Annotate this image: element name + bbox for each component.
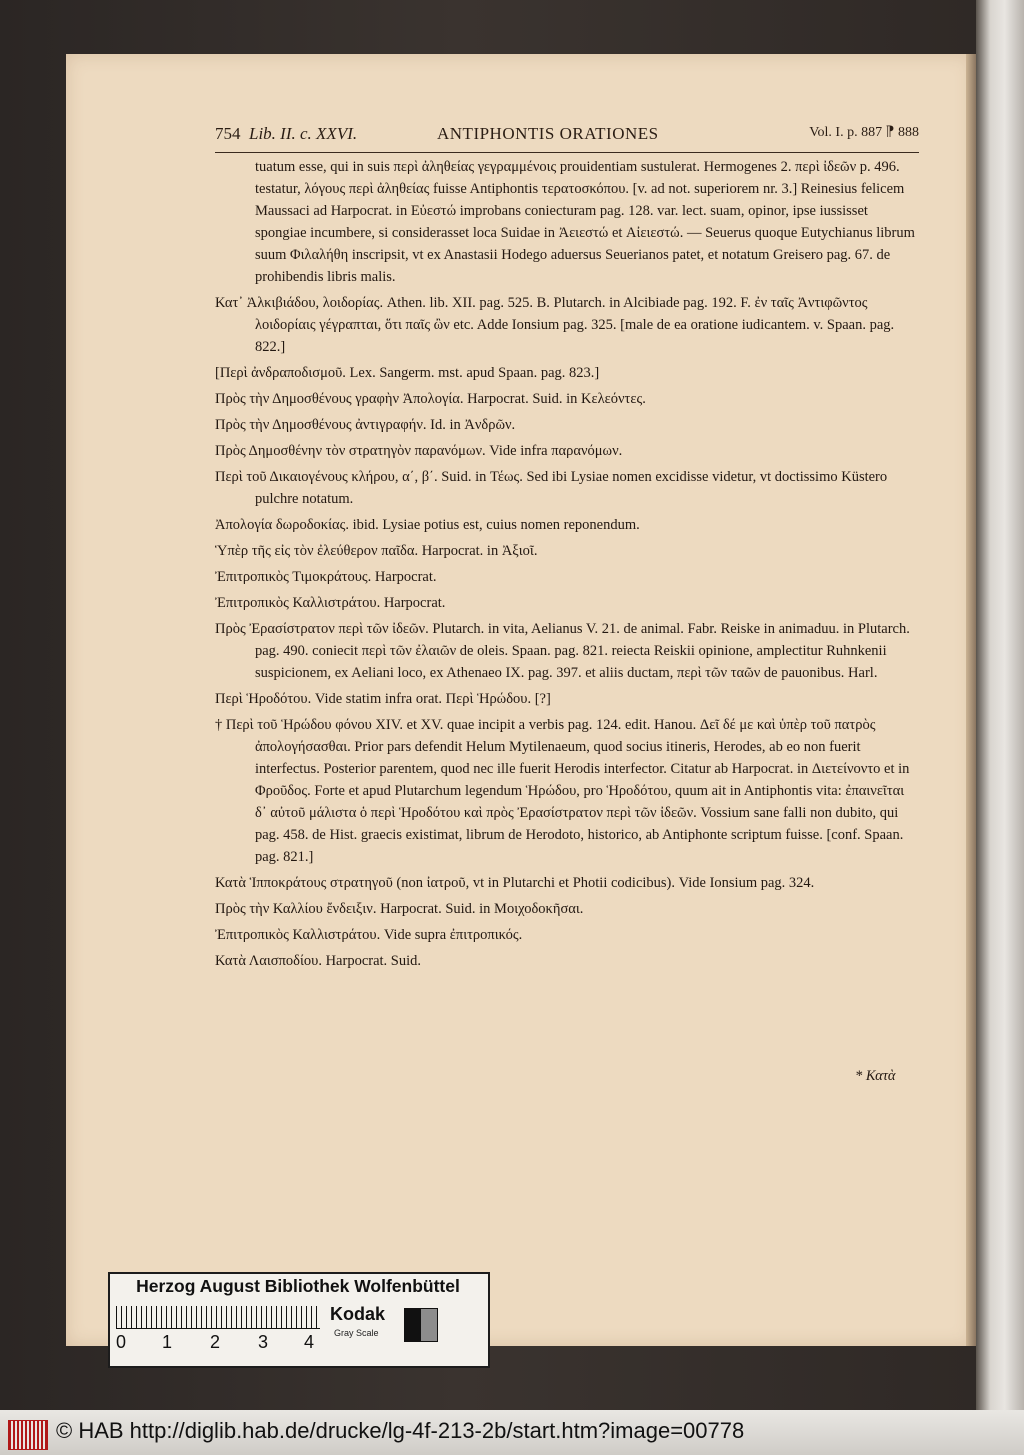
oration-entry: Ἐπιτροπικὸς Καλλιστράτου. Harpocrat. xyxy=(215,595,446,611)
oration-entry: Περὶ Ἡροδότου. Vide statim infra orat. Περὶ Ἡρώδου. [?] xyxy=(215,691,551,707)
kodak-logo: Kodak xyxy=(330,1304,386,1324)
library-name: Herzog August Bibliothek Wolfenbüttel xyxy=(136,1276,460,1296)
oration-entry: Κατὰ Ἱπποκράτους στρατηγοῦ (non ἰατροῦ, vt in Plutarchi et Photii codicibus). Vide Ionsium pag. 324. xyxy=(215,875,815,891)
oration-entry: Κατ᾽ Ἀλκιβιάδου, λοιδορίας. Athen. lib. XII. pag. 525. B. Plutarch. in Alcibiade pag. 192. F. ἐν ταῖς Ἀντιφῶντος λοιδορίαις γέγραπται, ὅτι παῖς ὢν etc. Adde Ionsium pag. 325. [male de ea oratione iudicantem. v. Spaan. pag. 822.] xyxy=(215,295,895,355)
page-number: 754 xyxy=(215,124,241,143)
copyright-url[interactable]: © HAB http://diglib.hab.de/drucke/lg-4f-213-2b/start.htm?image=00778 xyxy=(56,1418,745,1443)
oration-entry: Πρὸς τὴν Δημοσθένους γραφὴν Ἀπολογία. Harpocrat. Suid. in Κελεόντες. xyxy=(215,391,646,407)
footer-bar xyxy=(0,1410,1024,1455)
oration-entry: [Περὶ ἀνδραποδισμοῦ. Lex. Sangerm. mst. apud Spaan. pag. 823.] xyxy=(215,365,600,381)
oration-entry: Πρὸς τὴν Καλλίου ἔνδειξιν. Harpocrat. Suid. in Μοιχοδοκῆσαι. xyxy=(215,901,584,917)
oration-entry: Πρὸς τὴν Δημοσθένους ἀντιγραφήν. Id. in Ἀνδρῶν. xyxy=(215,417,516,433)
oration-entry: Περὶ τοῦ Δικαιογένους κλήρου, α΄, β΄. Suid. in Τέως. Sed ibi Lysiae nomen excidisse videtur, vt doctissimo Küstero pulchre notatum. xyxy=(215,469,888,507)
oration-entry: Κατὰ Λαισποδίου. Harpocrat. Suid. xyxy=(215,953,422,969)
oration-entry: Ἀπολογία δωροδοκίας. ibid. Lysiae potius est, cuius nomen reponendum. xyxy=(215,517,640,533)
hab-logo-icon xyxy=(8,1420,48,1450)
oration-entry: † Περὶ τοῦ Ἡρώδου φόνου XIV. et XV. quae incipit a verbis pag. 124. edit. Hanou. Δεῖ δέ με καὶ ὑπὲρ τοῦ πατρὸς ἀπολογήσασθαι. Prior pars defendit Helum Mytilenaeum, quod socius itineris, Herodes, ab eo non fuerit interfectus. Posterior parentem, quod nec ille fuerit Herodis interfector. Citatur ab Harpocrat. in Διετείνοντο et in Φροῦδος. Forte et apud Plutarchum legendum Ἡρώδου, pro Ἡροδότου, quum ait in Antiphontis vita: ἐπαινεῖται δ᾽ αὐτοῦ μάλιστα ὁ περὶ Ἡροδότου καὶ πρὸς Ἐρασίστρατον περὶ τῶν ἰδεῶν. Vossium sane falli non dubito, qui pag. 458. de Hist. graecis existimat, librum de Herodoto, historico, ab Antiphonte scriptum fuisse. [conf. Spaan. pag. 821.] xyxy=(215,717,910,865)
ruler-number: 1 xyxy=(162,1332,173,1352)
oration-entry: Πρὸς Ἐρασίστρατον περὶ τῶν ἰδεῶν. Plutarch. in vita, Aelianus V. 21. de animal. Fabr. Reiske in animaduu. in Plutarch. pag. 490. coniecit περὶ τῶν ἐλαιῶν de oleis. Spaan. pag. 821. reiecta Reiskii opinione, amplectitur Ruhnkenii suspicionem, ex Aeliani loco, ex Athenaeo IX. pag. 397. et aliis ductam, περὶ τῶν ταῶν de pauonibus. Harl. xyxy=(215,621,910,681)
page-body xyxy=(215,156,919,972)
ruler-numbers xyxy=(116,1332,326,1356)
page-title: ANTIPHONTIS ORATIONES xyxy=(437,124,659,143)
library-color-card xyxy=(108,1272,490,1368)
oration-entry: Ὑπὲρ τῆς εἰς τὸν ἐλεύθερον παῖδα. Harpocrat. in Ἀξιοῖ. xyxy=(215,543,538,559)
text-paragraph: tuatum esse, qui in suis περὶ ἀληθείας γεγραμμένοις prouidentiam sustulerat. Hermogenes 2. περὶ ἰδεῶν p. 496. testatur, λόγους περὶ ἀληθείας fuisse Antiphontis τερατοσκόπου. [v. ad not. superiorem nr. 3.] Reinesius felicem Maussaci ad Harpocrat. in Εὐεστώ improbans coniecturam pag. 128. var. lect. suam, opinor, ipse iussisset spongiae incumbere, si considerasset loca Suidae in Ἀειεστώ et Αἰειεστώ. — Seuerus quoque Eutychianus librum suum Φιλαλήθη inscripsit, vt ex Anastasii Hodego aduersus Seuerianos patet, et notatum Greisero pag. 67. de prohibendis libris malis. xyxy=(255,159,915,285)
page-edge-shadow xyxy=(966,54,976,1346)
oration-entry: Ἐπιτροπικὸς Καλλιστράτου. Vide supra ἐπιτροπικός. xyxy=(215,927,523,943)
ruler-number: 4 xyxy=(304,1332,315,1352)
adjacent-page-edge xyxy=(976,0,1024,1410)
running-header xyxy=(215,124,919,150)
ruler-number: 2 xyxy=(210,1332,221,1352)
scale-ruler xyxy=(116,1306,320,1329)
gray-patch xyxy=(404,1308,438,1342)
header-rule xyxy=(215,152,919,153)
gray-scale-label: Gray Scale xyxy=(334,1328,379,1338)
ruler-number: 3 xyxy=(258,1332,269,1352)
book-reference: Lib. II. c. XXVI. xyxy=(249,124,358,143)
oration-entry: Ἐπιτροπικὸς Τιμοκράτους. Harpocrat. xyxy=(215,569,437,585)
catchword: * Κατὰ xyxy=(855,1068,896,1084)
oration-entry: Πρὸς Δημοσθένην τὸν στρατηγὸν παρανόμων. Vide infra παρανόμων. xyxy=(215,443,623,459)
ruler-number: 0 xyxy=(116,1332,127,1352)
volume-reference: Vol. I. p. 887 ⁋ 888 xyxy=(809,125,919,140)
